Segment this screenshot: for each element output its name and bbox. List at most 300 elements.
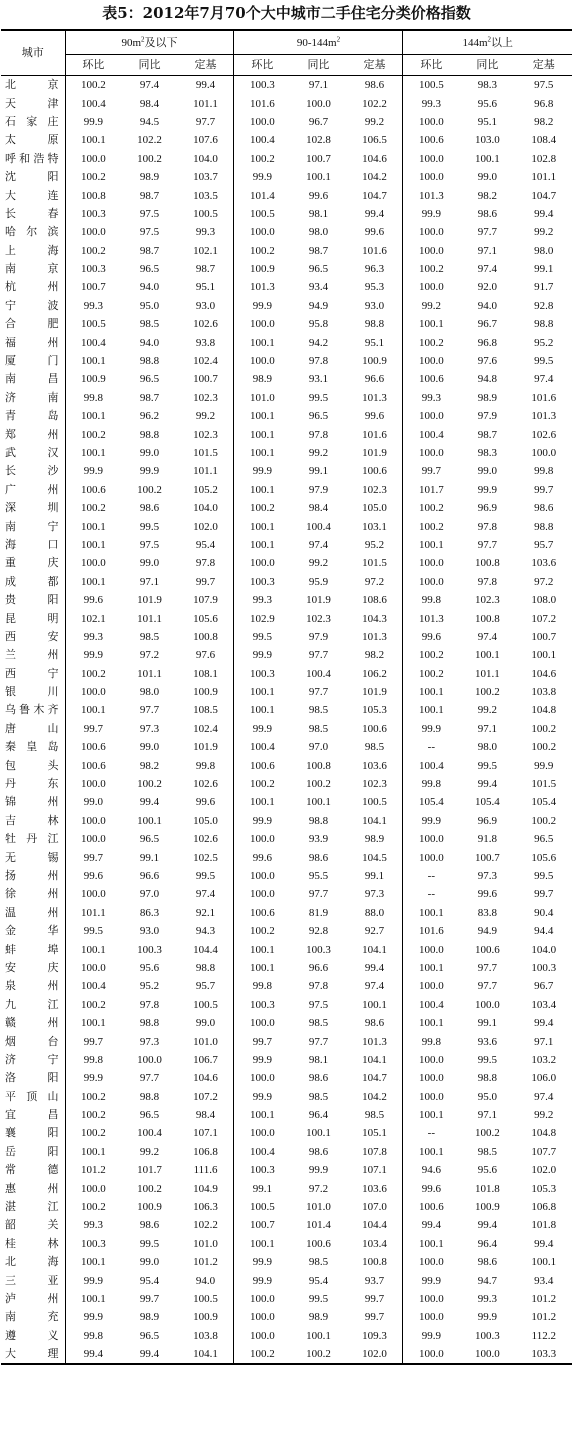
index-base: 99.8 [195, 759, 216, 772]
index-base: 99.4 [364, 207, 385, 220]
index-base: 97.4 [534, 373, 554, 386]
table-row [1, 370, 572, 388]
index-yoy: 98.5 [308, 1017, 329, 1030]
index-base: 102.1 [193, 244, 218, 257]
index-base: 104.1 [362, 814, 387, 827]
index-yoy: 97.9 [308, 630, 329, 643]
index-yoy: 98.6 [308, 1072, 329, 1085]
index-mom: 100.6 [234, 756, 290, 774]
index-yoy: 81.9 [308, 906, 329, 919]
index-mom: 100.9 [234, 260, 290, 278]
index-yoy: 95.2 [139, 980, 160, 993]
index-base: 93.7 [364, 1274, 385, 1287]
index-base: 107.2 [193, 1090, 218, 1103]
city-name: 南宁 [5, 519, 59, 533]
index-yoy: 95.1 [477, 115, 498, 128]
index-base: 102.0 [347, 1345, 403, 1364]
index-mom: 101.2 [65, 1161, 121, 1179]
index-mom: 101.7 [403, 481, 459, 499]
index-yoy: 98.5 [139, 318, 160, 331]
index-base: 95.7 [195, 980, 216, 993]
index-mom: 100.2 [234, 922, 290, 940]
city-name: 昆明 [5, 611, 59, 625]
index-mom: 99.6 [65, 591, 121, 609]
table-row [1, 848, 572, 866]
index-base: 100.6 [362, 465, 387, 478]
table-row [1, 1124, 572, 1142]
index-base: 104.4 [193, 943, 218, 956]
group-header-90-and-below: $90m^2$及以下 [65, 30, 234, 55]
index-yoy: 100.2 [137, 778, 162, 791]
city-name: 成都 [5, 574, 59, 588]
index-mom: 99.9 [403, 1327, 459, 1345]
index-yoy: 93.6 [477, 1035, 498, 1048]
index-mom: 100.0 [65, 150, 121, 168]
index-mom: 101.1 [65, 904, 121, 922]
table-row [1, 481, 572, 499]
table-row [1, 1327, 572, 1345]
index-yoy: 99.4 [121, 1345, 177, 1364]
index-yoy: 96.7 [308, 115, 329, 128]
table-row [1, 554, 572, 572]
table-row [1, 113, 572, 131]
index-yoy: 97.0 [139, 888, 160, 901]
city-name: 深圳 [5, 501, 59, 515]
index-yoy: 101.4 [306, 1219, 331, 1232]
index-yoy: 99.5 [308, 1292, 329, 1305]
index-mom: 100.0 [403, 223, 459, 241]
index-base: 93.0 [364, 299, 385, 312]
index-yoy: 98.7 [139, 391, 160, 404]
city-name: 宁波 [5, 298, 59, 312]
index-base: 106.0 [531, 1072, 557, 1085]
index-mom: 100.0 [403, 1051, 459, 1069]
index-yoy: 97.8 [308, 980, 329, 993]
index-mom: 100.2 [65, 168, 121, 186]
city-name: 长春 [5, 206, 59, 220]
index-mom: 100.1 [234, 407, 290, 425]
index-base: 102.6 [531, 428, 557, 441]
index-yoy: 96.5 [139, 1109, 160, 1122]
index-base: 98.7 [195, 263, 216, 276]
index-yoy: 100.4 [306, 520, 331, 533]
index-mom: 100.3 [234, 996, 290, 1014]
index-yoy: 97.7 [308, 1035, 329, 1048]
index-base: 106.8 [531, 1201, 557, 1214]
index-base: 96.3 [364, 263, 385, 276]
index-mom: 100.1 [65, 701, 121, 719]
index-base: 99.7 [364, 1311, 385, 1324]
index-mom: 100.2 [234, 242, 290, 260]
index-mom: 99.3 [65, 297, 121, 315]
index-base: 101.9 [193, 741, 218, 754]
index-yoy: 96.4 [308, 1109, 329, 1122]
index-base: 101.6 [531, 391, 557, 404]
table-row [1, 242, 572, 260]
table-row [1, 186, 572, 204]
index-yoy: 98.6 [139, 1219, 160, 1232]
index-base: 106.8 [193, 1145, 218, 1158]
index-base: 104.1 [362, 943, 387, 956]
index-base: 106.3 [193, 1201, 218, 1214]
index-base: 104.1 [178, 1345, 234, 1364]
index-yoy: 97.5 [139, 207, 160, 220]
index-yoy: 101.8 [475, 1182, 500, 1195]
index-base: 106.7 [193, 1053, 218, 1066]
index-mom: 99.8 [65, 389, 121, 407]
index-base: 99.6 [364, 410, 385, 423]
index-yoy: 99.4 [477, 778, 498, 791]
table-row [1, 775, 572, 793]
table-row [1, 1271, 572, 1289]
table-row [1, 1216, 572, 1234]
city-name: 广州 [5, 482, 59, 496]
index-base: 101.0 [193, 1237, 218, 1250]
index-yoy: 97.8 [477, 575, 498, 588]
city-name: 赣州 [5, 1016, 59, 1030]
city-name: 安庆 [5, 960, 59, 974]
table-row [1, 793, 572, 811]
index-base: 100.8 [193, 630, 218, 643]
index-base: 96.7 [534, 980, 554, 993]
city-name: 大理 [1, 1345, 65, 1364]
index-base: 99.1 [534, 263, 554, 276]
subheader-base: 定基 [178, 55, 234, 76]
city-name: 宜昌 [5, 1108, 59, 1122]
index-yoy: 100.2 [306, 778, 331, 791]
table-row [1, 1345, 572, 1364]
index-mom: 100.6 [65, 738, 121, 756]
index-base: 107.8 [362, 1145, 387, 1158]
city-name: 泉州 [5, 979, 59, 993]
city-name: 烟台 [5, 1034, 59, 1048]
index-mom: 100.0 [403, 444, 459, 462]
index-yoy: 100.7 [475, 851, 500, 864]
index-mom: 99.9 [234, 462, 290, 480]
index-base: 98.5 [364, 741, 385, 754]
index-mom: 99.9 [65, 113, 121, 131]
index-yoy: 101.1 [137, 667, 162, 680]
index-base: 91.7 [534, 281, 554, 294]
index-yoy: 95.6 [139, 961, 160, 974]
index-yoy: 103.0 [475, 134, 500, 147]
index-yoy: 98.0 [308, 226, 329, 239]
city-name: 桂林 [5, 1236, 59, 1250]
index-base: 104.7 [531, 189, 557, 202]
index-base: 99.4 [195, 79, 216, 92]
index-base: 104.8 [531, 704, 557, 717]
index-base: 103.4 [362, 1237, 387, 1250]
index-yoy: 102.3 [475, 594, 500, 607]
index-base: 88.0 [364, 906, 385, 919]
index-base: 103.7 [193, 171, 218, 184]
city-name: 大连 [5, 188, 59, 202]
index-yoy: 97.1 [308, 79, 329, 92]
index-mom: 99.0 [65, 793, 121, 811]
index-mom: 100.5 [65, 315, 121, 333]
index-base: 107.1 [193, 1127, 218, 1140]
index-base: 104.7 [362, 189, 387, 202]
index-yoy: 100.4 [137, 1127, 162, 1140]
table-row [1, 738, 572, 756]
city-name: 海口 [5, 537, 59, 551]
index-base: 100.9 [193, 1311, 218, 1324]
index-yoy: 96.5 [308, 263, 329, 276]
table-row [1, 609, 572, 627]
index-yoy: 98.5 [308, 1090, 329, 1103]
index-mom: 100.1 [65, 444, 121, 462]
index-base: 105.3 [362, 704, 387, 717]
index-yoy: 101.9 [137, 594, 162, 607]
index-base: 102.4 [193, 355, 218, 368]
index-base: 112.2 [531, 1329, 556, 1342]
index-base: 104.6 [193, 1072, 218, 1085]
table-row [1, 444, 572, 462]
index-yoy: 95.5 [308, 869, 329, 882]
index-yoy: 98.7 [139, 244, 160, 257]
table-row [1, 205, 572, 223]
table-row [1, 517, 572, 535]
index-mom: 100.2 [65, 996, 121, 1014]
table-row [1, 150, 572, 168]
index-yoy: 91.8 [477, 833, 498, 846]
index-yoy: 100.1 [306, 1127, 331, 1140]
index-base: 99.7 [364, 1292, 385, 1305]
index-base: 101.3 [362, 1035, 387, 1048]
index-yoy: 93.9 [308, 833, 329, 846]
index-yoy: 97.8 [139, 998, 160, 1011]
index-yoy: 98.9 [477, 391, 498, 404]
index-mom: 100.1 [65, 352, 121, 370]
index-yoy: 98.5 [139, 630, 160, 643]
index-mom: 100.2 [403, 517, 459, 535]
index-yoy: 97.3 [139, 722, 160, 735]
index-mom: 100.6 [234, 904, 290, 922]
index-yoy: 96.8 [477, 336, 498, 349]
index-mom: 100.0 [403, 352, 459, 370]
index-mom: 100.0 [234, 885, 290, 903]
index-mom: 100.2 [403, 260, 459, 278]
index-yoy: 93.1 [308, 373, 329, 386]
index-base: 100.9 [362, 355, 387, 368]
index-base: 108.1 [193, 667, 218, 680]
index-mom: 100.5 [403, 76, 459, 95]
index-yoy: 99.5 [477, 1053, 498, 1066]
index-yoy: 99.4 [139, 796, 160, 809]
index-base: 99.0 [195, 1017, 216, 1030]
index-mom: 100.0 [65, 812, 121, 830]
index-yoy: 97.4 [477, 263, 498, 276]
index-mom: 100.1 [403, 1143, 459, 1161]
index-mom: 100.0 [403, 573, 459, 591]
city-name: 南充 [5, 1310, 59, 1324]
index-base: 103.6 [531, 557, 557, 570]
city-name: 上海 [5, 243, 59, 257]
index-mom: 100.1 [234, 1235, 290, 1253]
index-base: 100.5 [193, 207, 218, 220]
index-base: 102.6 [193, 778, 218, 791]
index-base: 102.3 [193, 391, 218, 404]
index-yoy: 98.0 [139, 686, 160, 699]
index-base: 93.8 [195, 336, 216, 349]
subheader-mom: 环比 [234, 55, 290, 76]
index-base: 97.2 [364, 575, 385, 588]
index-base: 101.3 [531, 410, 557, 423]
table-row [1, 940, 572, 958]
index-base: 101.9 [362, 447, 387, 459]
index-mom: 100.0 [403, 1345, 459, 1364]
index-yoy: 94.5 [139, 115, 160, 128]
index-base: 97.3 [364, 888, 385, 901]
index-yoy: 100.1 [475, 649, 500, 662]
table-title: 表5：2012年7月70个大中城市二手住宅分类价格指数 [102, 4, 471, 22]
index-base: 99.4 [534, 1237, 554, 1250]
index-mom: 100.0 [65, 554, 121, 572]
table-row [1, 315, 572, 333]
index-base: 105.4 [531, 796, 557, 809]
index-base: 101.5 [193, 447, 218, 459]
index-yoy: 96.4 [477, 1237, 498, 1250]
index-yoy: 98.8 [139, 1090, 160, 1103]
index-mom: 100.6 [65, 481, 121, 499]
table-row [1, 333, 572, 351]
index-base: 107.1 [362, 1164, 387, 1177]
index-base: 102.8 [531, 152, 557, 165]
city-name: 合肥 [5, 317, 59, 331]
table-row [1, 1069, 572, 1087]
index-mom: 100.1 [403, 701, 459, 719]
index-base: 108.5 [193, 704, 218, 717]
index-yoy: 97.7 [308, 649, 329, 662]
index-mom: 100.0 [403, 977, 459, 995]
index-mom: 100.0 [234, 1327, 290, 1345]
city-name: 扬州 [5, 868, 59, 882]
index-base: 99.2 [195, 410, 216, 423]
index-base: 104.1 [362, 1053, 387, 1066]
table-row [1, 389, 572, 407]
index-yoy: 97.8 [308, 355, 329, 368]
index-mom: -- [403, 738, 459, 756]
index-base: 106.2 [362, 667, 387, 680]
index-yoy: 98.8 [139, 355, 160, 368]
index-yoy: 102.2 [137, 134, 162, 147]
index-mom: 100.0 [403, 554, 459, 572]
subheader-base: 定基 [516, 55, 572, 76]
index-base: 96.5 [534, 833, 554, 846]
index-mom: 100.5 [234, 1198, 290, 1216]
index-yoy: 96.5 [139, 1329, 160, 1342]
city-name: 哈尔滨 [5, 225, 59, 239]
index-yoy: 96.9 [477, 814, 498, 827]
city-name: 北海 [5, 1255, 59, 1269]
index-base: 100.8 [362, 1256, 387, 1269]
index-mom: 100.1 [403, 904, 459, 922]
index-mom: 100.1 [403, 1235, 459, 1253]
index-base: 109.3 [362, 1329, 387, 1342]
index-base: 107.2 [531, 612, 557, 625]
index-yoy: 97.5 [308, 998, 329, 1011]
index-mom: 100.1 [65, 517, 121, 535]
index-base: 98.6 [534, 502, 554, 515]
index-mom: 99.6 [403, 1179, 459, 1197]
index-yoy: 97.7 [308, 888, 329, 901]
index-mom: 99.9 [65, 1069, 121, 1087]
index-mom: 100.1 [234, 1106, 290, 1124]
index-mom: 99.8 [403, 775, 459, 793]
city-name: 唐山 [5, 721, 59, 735]
index-base: 102.2 [362, 97, 387, 110]
index-mom: 99.9 [234, 1253, 290, 1271]
index-mom: 100.3 [234, 76, 290, 95]
table-row [1, 1253, 572, 1271]
index-base: 105.6 [193, 612, 218, 625]
table-row [1, 1198, 572, 1216]
index-mom: 99.9 [403, 1271, 459, 1289]
index-mom: 99.3 [403, 94, 459, 112]
index-yoy: 100.2 [290, 1345, 346, 1364]
index-yoy: 105.4 [475, 796, 500, 809]
index-yoy: 100.0 [306, 97, 331, 110]
index-base: 100.5 [193, 998, 218, 1011]
table-row [1, 756, 572, 774]
index-yoy: 97.1 [477, 1109, 498, 1122]
index-yoy: 97.3 [139, 1035, 160, 1048]
table-row [1, 168, 572, 186]
table-row [1, 352, 572, 370]
index-mom: 100.2 [65, 425, 121, 443]
subheader-yoy: 同比 [121, 55, 177, 76]
table-row [1, 996, 572, 1014]
index-mom: 99.6 [65, 867, 121, 885]
index-mom: 99.9 [234, 1271, 290, 1289]
index-yoy: 98.8 [139, 428, 160, 441]
index-mom: 100.0 [403, 1308, 459, 1326]
index-base: 111.6 [193, 1164, 218, 1177]
index-mom: 100.0 [65, 830, 121, 848]
index-yoy: 86.3 [139, 906, 160, 919]
index-mom: 100.2 [234, 150, 290, 168]
index-mom: 99.4 [65, 1345, 121, 1364]
city-name: 重庆 [5, 556, 59, 570]
index-mom: 99.7 [65, 720, 121, 738]
index-yoy: 100.2 [475, 1127, 500, 1140]
index-base: 100.5 [193, 1292, 218, 1305]
index-yoy: 97.7 [477, 538, 498, 551]
index-mom: 100.0 [403, 1253, 459, 1271]
index-yoy: 98.2 [139, 759, 160, 772]
index-mom: 100.0 [65, 959, 121, 977]
index-yoy: 100.9 [475, 1201, 500, 1214]
index-mom: 100.4 [403, 996, 459, 1014]
city-name: 太原 [5, 133, 59, 147]
index-mom: 100.0 [403, 848, 459, 866]
index-base: 103.8 [531, 686, 557, 699]
index-yoy: 98.7 [308, 244, 329, 257]
table-row [1, 683, 572, 701]
table-row [1, 573, 572, 591]
index-mom: 102.9 [234, 609, 290, 627]
index-mom: 100.1 [65, 407, 121, 425]
city-name: 兰州 [5, 648, 59, 662]
index-mom: 100.1 [403, 959, 459, 977]
index-mom: 100.0 [403, 242, 459, 260]
index-mom: 100.1 [403, 536, 459, 554]
index-yoy: 93.0 [139, 925, 160, 938]
index-yoy: 97.7 [308, 686, 329, 699]
index-base: 105.3 [531, 1182, 557, 1195]
index-base: 92.1 [195, 906, 216, 919]
index-mom: 94.6 [403, 1161, 459, 1179]
